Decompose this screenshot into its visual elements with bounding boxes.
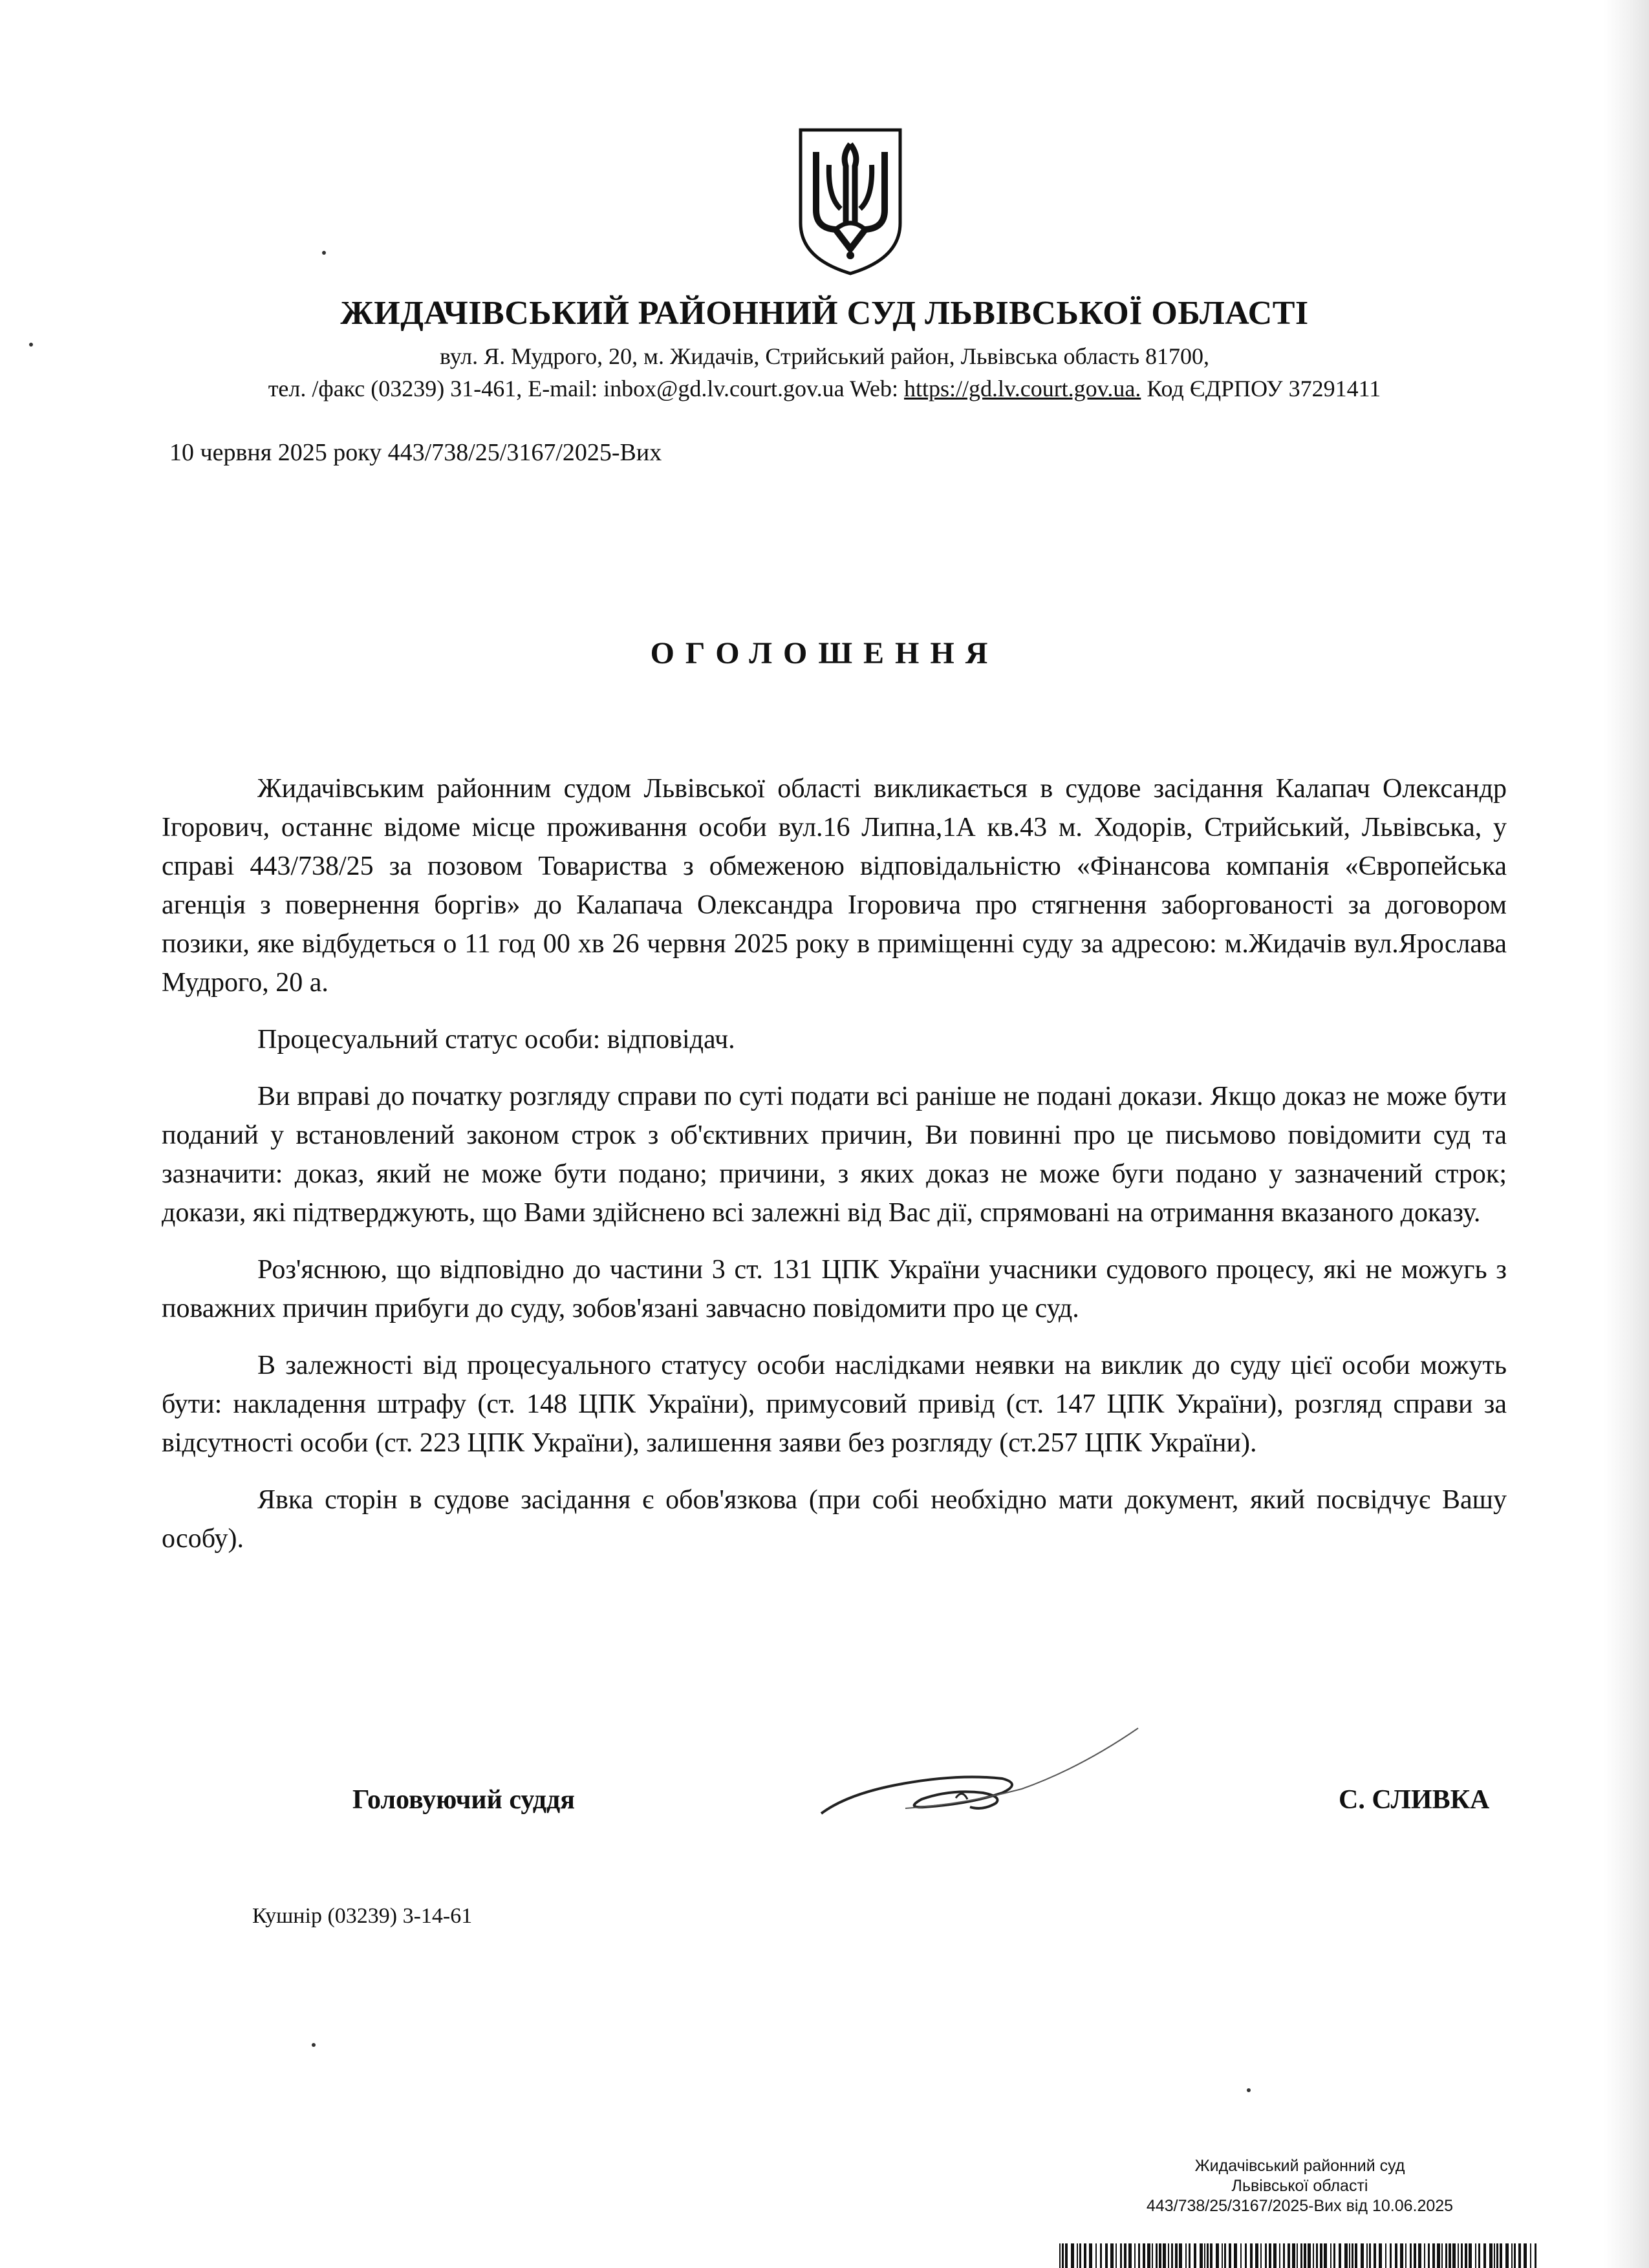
barcode-bar bbox=[1163, 2243, 1166, 2268]
barcode-bar bbox=[1300, 2243, 1302, 2268]
barcode-bar bbox=[1089, 2243, 1092, 2268]
barcode-bar bbox=[1469, 2243, 1472, 2268]
barcode-bar bbox=[1414, 2243, 1416, 2268]
barcode-bar bbox=[1511, 2243, 1513, 2268]
barcode-bar bbox=[1461, 2243, 1463, 2268]
barcode-bar bbox=[1084, 2243, 1086, 2268]
barcode-bar bbox=[1320, 2243, 1322, 2268]
barcode-bar bbox=[1458, 2243, 1459, 2268]
handwritten-signature bbox=[808, 1717, 1145, 1830]
barcode-bar bbox=[1465, 2243, 1467, 2268]
barcode-bar bbox=[1496, 2243, 1498, 2268]
scan-speck bbox=[312, 2043, 316, 2047]
barcode-bar bbox=[1483, 2243, 1486, 2268]
barcode-bar bbox=[1185, 2243, 1187, 2268]
barcode-bar bbox=[1308, 2243, 1311, 2268]
barcode-bar bbox=[1065, 2243, 1068, 2268]
barcode-bar bbox=[1128, 2243, 1132, 2268]
scan-page-edge bbox=[1604, 0, 1649, 2268]
barcode-bar bbox=[1200, 2243, 1203, 2268]
barcode-bar bbox=[1424, 2243, 1425, 2268]
website-link[interactable]: https://gd.lv.court.gov.ua. bbox=[904, 376, 1141, 401]
barcode-bar bbox=[1400, 2243, 1403, 2268]
barcode-bar bbox=[1437, 2243, 1440, 2268]
barcode-bar bbox=[1316, 2243, 1318, 2268]
barcode-bar bbox=[1535, 2243, 1536, 2268]
barcode-bar bbox=[1339, 2243, 1341, 2268]
barcode-bar bbox=[1105, 2243, 1108, 2268]
barcode-bar bbox=[1297, 2243, 1298, 2268]
barcode-bar bbox=[1313, 2243, 1314, 2268]
barcode-bar bbox=[1489, 2243, 1493, 2268]
barcode-bar bbox=[1171, 2243, 1173, 2268]
scan-speck bbox=[29, 343, 33, 347]
barcode-bar bbox=[1330, 2243, 1331, 2268]
barcode-bar bbox=[1395, 2243, 1397, 2268]
barcode-bar bbox=[1385, 2243, 1386, 2268]
document-title: ОГОЛОШЕННЯ bbox=[650, 636, 999, 670]
barcode-bar bbox=[1265, 2243, 1267, 2268]
barcode-bar bbox=[1418, 2243, 1421, 2268]
barcode-bar bbox=[1269, 2243, 1271, 2268]
barcode-bar bbox=[1204, 2243, 1205, 2268]
barcode-bar bbox=[1120, 2243, 1122, 2268]
barcode-bar bbox=[1116, 2243, 1117, 2268]
barcode-bar bbox=[1207, 2243, 1209, 2268]
barcode-bar bbox=[1428, 2243, 1430, 2268]
barcode-bar bbox=[1475, 2243, 1476, 2268]
barcode-bar bbox=[1292, 2243, 1295, 2268]
barcode-bar bbox=[1273, 2243, 1277, 2268]
barcode-bar bbox=[1518, 2243, 1521, 2268]
executor-contact: Кушнір (03239) 3-14-61 bbox=[252, 1904, 473, 1928]
barcode-bar bbox=[1189, 2243, 1191, 2268]
barcode-bar bbox=[1100, 2243, 1102, 2268]
barcode-bar bbox=[1095, 2243, 1097, 2268]
barcode-bar bbox=[1288, 2243, 1290, 2268]
barcode-bar bbox=[1374, 2243, 1376, 2268]
barcode-bar bbox=[1152, 2243, 1153, 2268]
stamp-region: Львівської області bbox=[1231, 2177, 1368, 2195]
barcode-bar bbox=[1445, 2243, 1447, 2268]
barcode-bar bbox=[1229, 2243, 1231, 2268]
barcode-bar bbox=[1390, 2243, 1392, 2268]
barcode-bar bbox=[1355, 2243, 1357, 2268]
scan-speck bbox=[1247, 2088, 1251, 2092]
paragraph-consequences: В залежності від процесуального статусу особи наслідками неявки на виклик до суду цієї особи можуть бути: накладення штрафу (ст. 148 ЦПК України), примусовий привід (ст. 147 ЦПК України), розгляд справи за відсутності особи (ст. 223 ЦПК України), залишення заяви без розгляду (ст.257 ЦПК України). bbox=[162, 1351, 1507, 1458]
barcode-bar bbox=[1224, 2243, 1226, 2268]
barcode-bar bbox=[1143, 2243, 1145, 2268]
court-address: вул. Я. Мудрого, 20, м. Жидачів, Стрийський район, Львівська область 81700, bbox=[439, 343, 1210, 369]
barcode-bar bbox=[1478, 2243, 1480, 2268]
barcode-bar bbox=[1124, 2243, 1126, 2268]
barcode-bar bbox=[1324, 2243, 1327, 2268]
barcode-bar bbox=[1059, 2243, 1061, 2268]
barcode-bar bbox=[1159, 2243, 1161, 2268]
barcode-bar bbox=[1304, 2243, 1306, 2268]
court-contacts bbox=[0, 375, 1649, 402]
stamp-court: Жидачівський районний суд bbox=[1194, 2157, 1405, 2175]
barcode-bar bbox=[1138, 2243, 1140, 2268]
announcement-body bbox=[162, 769, 1507, 1576]
outgoing-reference: 10 червня 2025 року 443/738/25/3167/2025-Вих bbox=[169, 439, 662, 466]
barcode-bar bbox=[1349, 2243, 1350, 2268]
barcode-bar bbox=[1283, 2243, 1285, 2268]
barcode-bar bbox=[1134, 2243, 1136, 2268]
barcode-bar bbox=[1361, 2243, 1364, 2268]
barcode-bar bbox=[1240, 2243, 1242, 2268]
coat-of-arms-icon bbox=[795, 126, 905, 278]
barcode-bar bbox=[1410, 2243, 1412, 2268]
barcode-bar bbox=[1452, 2243, 1456, 2268]
barcode-bar bbox=[1175, 2243, 1178, 2268]
barcode-bar bbox=[1352, 2243, 1353, 2268]
barcode-bar bbox=[1514, 2243, 1516, 2268]
barcode-bar bbox=[1255, 2243, 1258, 2268]
barcode-bar bbox=[1500, 2243, 1502, 2268]
barcode-bar bbox=[1260, 2243, 1262, 2268]
contacts-prefix: тел. /факс (03239) 31-461, E-mail: inbox@gd.lv.court.gov.ua Web: bbox=[268, 376, 905, 401]
barcode-bar bbox=[1344, 2243, 1348, 2268]
paragraph-summons: Жидачівським районним судом Львівської області викликається в судове засідання Калапач Олександр Ігорович, останнє відоме місце проживання особи вул.16 Липна,1А кв.43 м. Ходорів, Стрийський, Львівська, у справі 443/738/25 за позовом Товариства з обмеженою відповідальністю «Фінансова компанія «Європейська агенція з повернення боргів» до Калапача Олександра Ігоровича про стягнення заборгованості за договором позики, яке відбудеться о 11 год 00 хв 26 червня 2025 року в приміщенні суду за адресою: м.Жидачів вул.Ярослава Мудрого, 20 а. bbox=[162, 774, 1507, 998]
barcode-bar bbox=[1156, 2243, 1158, 2268]
barcode-bar bbox=[1210, 2243, 1212, 2268]
barcode-bar bbox=[1505, 2243, 1509, 2268]
paragraph-evidence: Ви вправі до початку розгляду справи по суті подати всі раніше не подані докази. Якщо доказ не може бути поданий у встановлений законом строк з об'єктивних причин, Ви повинні про це письмово повідомити суд та зазначити: доказ, який не може бути подано; причини, з яких доказ не може буги подано у зазначений строк; докази, які підтверджують, що Вами здійснено всі залежні від Вас дії, спрямовані на отримання вказаного доказу. bbox=[162, 1082, 1507, 1228]
paragraph-explanation: Роз'яснюю, що відповідно до частини 3 ст. 131 ЦПК України учасники судового процесу, які не можугь з поважних причин прибуги до суду, зобов'язані завчасно повідомити про це суд. bbox=[162, 1255, 1507, 1323]
barcode-bar bbox=[1168, 2243, 1169, 2268]
barcode bbox=[1059, 2243, 1539, 2268]
barcode-bar bbox=[1234, 2243, 1237, 2268]
barcode-bar bbox=[1333, 2243, 1335, 2268]
barcode-bar bbox=[1216, 2243, 1219, 2268]
barcode-bar bbox=[1077, 2243, 1078, 2268]
barcode-bar bbox=[1245, 2243, 1247, 2268]
barcode-bar bbox=[1147, 2243, 1150, 2268]
contacts-suffix: Код ЄДРПОУ 37291411 bbox=[1141, 376, 1381, 401]
paragraph-status: Процесуальний статус особи: відповідач. bbox=[257, 1025, 735, 1054]
barcode-bar bbox=[1110, 2243, 1114, 2268]
barcode-bar bbox=[1179, 2243, 1182, 2268]
barcode-bar bbox=[1366, 2243, 1368, 2268]
barcode-bar bbox=[1524, 2243, 1527, 2268]
scan-speck bbox=[322, 251, 326, 255]
barcode-bar bbox=[1079, 2243, 1081, 2268]
barcode-bar bbox=[1441, 2243, 1443, 2268]
barcode-bar bbox=[1405, 2243, 1406, 2268]
barcode-bar bbox=[1194, 2243, 1196, 2268]
barcode-bar bbox=[1494, 2243, 1495, 2268]
signatory-name: С. СЛИВКА bbox=[1339, 1785, 1490, 1815]
signatory-role: Головуючий суддя bbox=[352, 1785, 575, 1815]
barcode-bar bbox=[1379, 2243, 1382, 2268]
paragraph-attendance: Явка сторін в судове засідання є обов'язкова (при собі необхідно мати документ, який посвідчує Вашу особу). bbox=[162, 1485, 1507, 1554]
barcode-bar bbox=[1432, 2243, 1435, 2268]
barcode-bar bbox=[1369, 2243, 1371, 2268]
barcode-bar bbox=[1222, 2243, 1223, 2268]
barcode-bar bbox=[1279, 2243, 1280, 2268]
court-name: ЖИДАЧІВСЬКИЙ РАЙОННИЙ СУД ЛЬВІВСЬКОЇ ОБЛАСТІ bbox=[340, 295, 1309, 332]
barcode-bar bbox=[1071, 2243, 1074, 2268]
barcode-bar bbox=[1062, 2243, 1064, 2268]
registration-stamp bbox=[1067, 2156, 1533, 2216]
barcode-bar bbox=[1530, 2243, 1531, 2268]
barcode-bar bbox=[1449, 2243, 1451, 2268]
stamp-number: 443/738/25/3167/2025-Вих від 10.06.2025 bbox=[1146, 2197, 1454, 2215]
barcode-bar bbox=[1250, 2243, 1253, 2268]
